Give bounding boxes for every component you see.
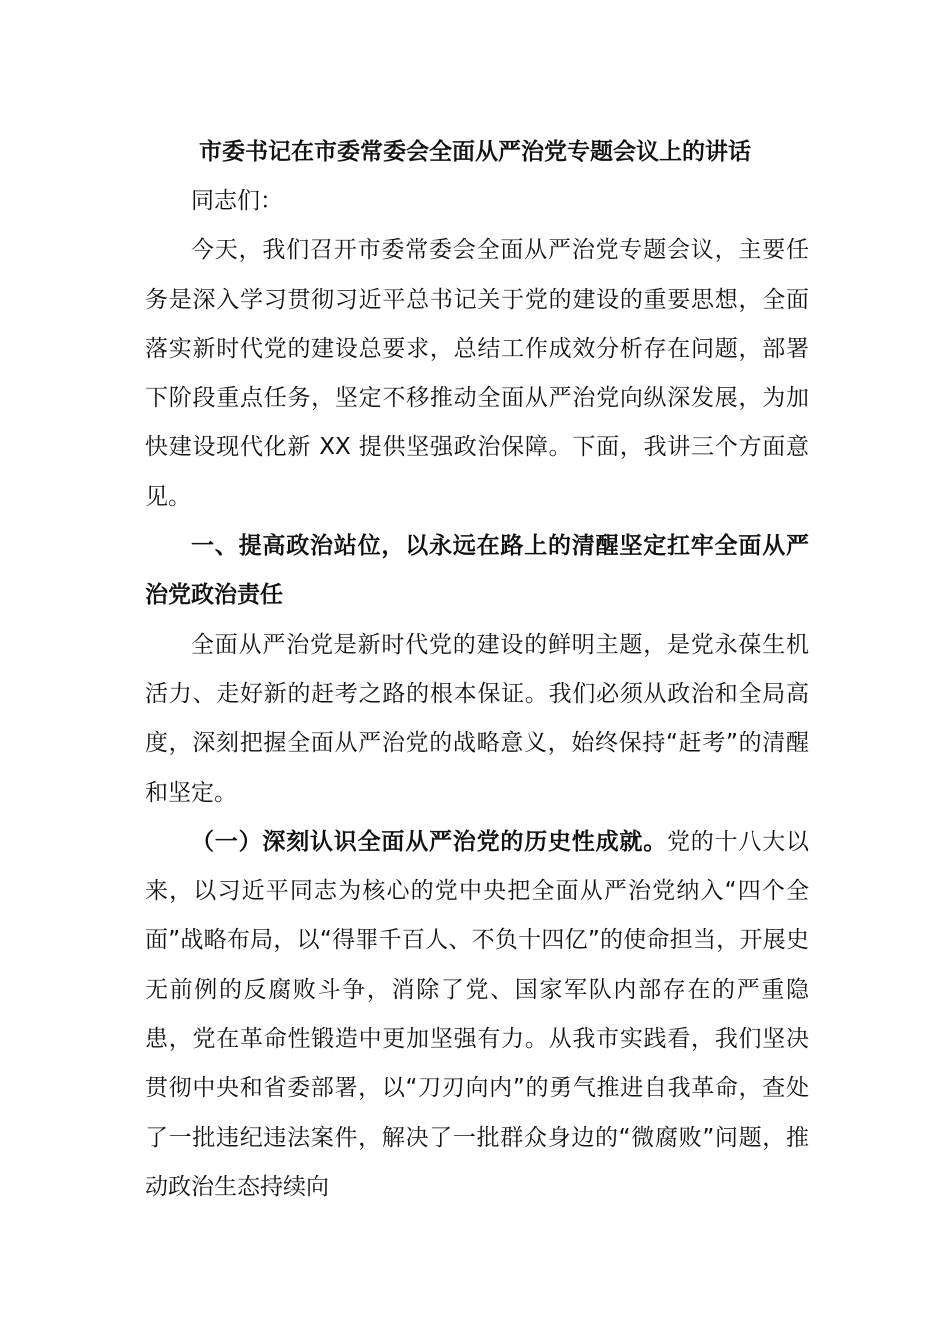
greeting: 同志们： bbox=[191, 188, 283, 214]
subsection-lead: （一）深刻认识全面从严治党的历史性成就。 bbox=[191, 828, 667, 855]
intro-paragraph: 今天，我们召开市委常委会全面从严治党专题会议，主要任务是深入学习贯彻习近平总书记关于党的建设的重要思想，全面落实新时代党的建设总要求，总结工作成效分析存在问题，部署下阶段重点任务，坚定不移推动全面从严治党向纵深发展，为加快建设现代化新 XX 提供坚强政治保障。下面，我讲三个方面意见。 bbox=[145, 237, 809, 510]
document-body bbox=[145, 177, 809, 1212]
section-heading: 一、提高政治站位，以永远在路上的清醒坚定扛牢全面从严治党政治责任 bbox=[145, 533, 809, 609]
document-title: 市委书记在市委常委会全面从严治党专题会议上的讲话 bbox=[199, 139, 751, 165]
subsection-text: 党的十八大以来，以习近平同志为核心的党中央把全面从严治党纳入“四个全面”战略布局，以“得罪千百人、不负十四亿”的使命担当，开展史无前例的反腐败斗争，消除了党、国家军队内部存在的严重隐患，党在革命性锻造中更加坚强有力。从我市实践看，我们坚决贯彻中央和省委部署，以“刀刃向内”的勇气推进自我革命，查处了一批违纪违法案件，解决了一批群众身边的“微腐败”问题，推动政治生态持续向 bbox=[145, 828, 810, 1200]
subsection-paragraph bbox=[145, 818, 809, 1212]
section-paragraph: 全面从严治党是新时代党的建设的鲜明主题，是党永葆生机活力、走好新的赶考之路的根本保证。我们必须从政治和全局高度，深刻把握全面从严治党的战略意义，始终保持“赶考”的清醒和坚定。 bbox=[145, 631, 809, 806]
